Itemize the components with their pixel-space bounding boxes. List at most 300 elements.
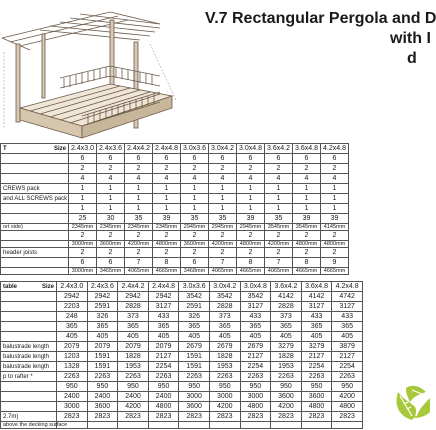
kit-cell: 1 bbox=[237, 194, 265, 204]
kit-cell: 2 bbox=[293, 231, 321, 241]
kit-cell: 8 bbox=[153, 258, 181, 268]
kit-cell: 2 bbox=[97, 248, 125, 258]
cut-size-header: 3.6x4.2 bbox=[271, 282, 302, 292]
kit-cell: 2 bbox=[181, 164, 209, 174]
cut-cell: 2263 bbox=[301, 372, 332, 382]
kit-cell: 2 bbox=[125, 164, 153, 174]
cut-cell: 950 bbox=[118, 382, 149, 392]
kit-cell: 30 bbox=[97, 214, 125, 224]
kit-cell: 6 bbox=[181, 154, 209, 164]
kit-row-label bbox=[1, 241, 69, 248]
cut-cell: 2203 bbox=[57, 302, 88, 312]
cut-size-header: 4.2x4.8 bbox=[332, 282, 363, 292]
kit-cell: 4665mm bbox=[237, 268, 265, 275]
kit-cell: 35 bbox=[125, 214, 153, 224]
cut-cell: 2823 bbox=[332, 412, 363, 422]
kit-cell: 3545mm bbox=[293, 224, 321, 231]
kit-cell: 2 bbox=[321, 231, 349, 241]
kit-cell: 4 bbox=[209, 174, 237, 184]
kit-size-header: 3.0x4.2 bbox=[209, 144, 237, 154]
cut-cell: 2079 bbox=[57, 342, 88, 352]
kit-cell: 1 bbox=[97, 194, 125, 204]
cut-row bbox=[1, 362, 363, 372]
cut-cell: 4142 bbox=[271, 292, 302, 302]
cut-row bbox=[1, 342, 363, 352]
title-line-3: d bbox=[407, 50, 417, 67]
pergola-decking-illustration bbox=[0, 0, 190, 152]
kit-cell: 1 bbox=[181, 194, 209, 204]
kit-cell: 2 bbox=[153, 164, 181, 174]
cut-cell: 2400 bbox=[57, 392, 88, 402]
kit-row-label: CREWS pack bbox=[1, 184, 69, 194]
kit-cell: 1 bbox=[125, 184, 153, 194]
cut-cell: 365 bbox=[148, 322, 179, 332]
kit-cell: 4145mm bbox=[321, 224, 349, 231]
kit-cell: 2 bbox=[237, 164, 265, 174]
kit-cell: 2 bbox=[69, 231, 97, 241]
cut-cell: 2823 bbox=[57, 412, 88, 422]
page-title bbox=[185, 4, 436, 67]
kit-cell: 1 bbox=[153, 184, 181, 194]
kit-cell: 2 bbox=[265, 231, 293, 241]
kit-row bbox=[1, 224, 349, 231]
kit-row bbox=[1, 241, 349, 248]
kit-cell: 2 bbox=[153, 248, 181, 258]
kit-cell: 1 bbox=[125, 194, 153, 204]
cut-size-header: 3.0x3.6 bbox=[179, 282, 210, 292]
cut-cell bbox=[209, 422, 240, 429]
cut-cell: 433 bbox=[332, 312, 363, 322]
kit-cell: 2 bbox=[153, 231, 181, 241]
kit-cell: 25 bbox=[69, 214, 97, 224]
cut-cell: 2828 bbox=[118, 302, 149, 312]
kit-row-label bbox=[1, 174, 69, 184]
cut-cell: 3600 bbox=[87, 402, 118, 412]
cut-cell: 2254 bbox=[148, 362, 179, 372]
cut-cell: 2679 bbox=[179, 342, 210, 352]
cut-cell: 405 bbox=[87, 332, 118, 342]
cut-cell: 2823 bbox=[148, 412, 179, 422]
cut-cell: 365 bbox=[57, 322, 88, 332]
cut-row-label: 2.7m) bbox=[1, 412, 57, 422]
cut-size-header: 3.0x4.2 bbox=[209, 282, 240, 292]
kit-cell: 1 bbox=[125, 204, 153, 214]
kit-row bbox=[1, 174, 349, 184]
kit-cell: 35 bbox=[265, 214, 293, 224]
cut-row bbox=[1, 302, 363, 312]
kit-cell: 1 bbox=[69, 204, 97, 214]
cut-cell: 2942 bbox=[148, 292, 179, 302]
cut-size-heading: Size bbox=[41, 283, 54, 290]
cut-row-label: balustrade length bbox=[1, 342, 57, 352]
cut-cell: 950 bbox=[87, 382, 118, 392]
cut-cell: 405 bbox=[209, 332, 240, 342]
kit-cell: 7 bbox=[265, 258, 293, 268]
kit-size-header: 4.2x4.8 bbox=[321, 144, 349, 154]
kit-cell: 4665mm bbox=[153, 268, 181, 275]
cut-cell: 2263 bbox=[57, 372, 88, 382]
cut-cell: 405 bbox=[179, 332, 210, 342]
cut-cell: 2823 bbox=[271, 412, 302, 422]
cut-size-label bbox=[1, 282, 57, 292]
cut-row bbox=[1, 392, 363, 402]
kit-cell: 2945mm bbox=[209, 224, 237, 231]
cut-cell: 2263 bbox=[179, 372, 210, 382]
kit-cell: 39 bbox=[293, 214, 321, 224]
cut-cell: 950 bbox=[57, 382, 88, 392]
cut-cell: 2591 bbox=[179, 302, 210, 312]
cut-cell: 4200 bbox=[209, 402, 240, 412]
cut-cell: 433 bbox=[301, 312, 332, 322]
kit-row-label bbox=[1, 204, 69, 214]
cut-cell: 248 bbox=[57, 312, 88, 322]
kit-row bbox=[1, 184, 349, 194]
kit-row-label: header joists bbox=[1, 248, 69, 258]
kit-cell: 1 bbox=[237, 184, 265, 194]
kit-cell: 3600mm bbox=[97, 241, 125, 248]
cut-row bbox=[1, 372, 363, 382]
cut-row-label bbox=[1, 302, 57, 312]
cut-cell: 3542 bbox=[240, 292, 271, 302]
cut-cell: 950 bbox=[148, 382, 179, 392]
cut-cell: 4800 bbox=[332, 402, 363, 412]
kit-cell: 3465mm bbox=[97, 268, 125, 275]
kit-cell: 2 bbox=[321, 164, 349, 174]
cut-cell: 373 bbox=[118, 312, 149, 322]
cut-cell: 2823 bbox=[179, 412, 210, 422]
cut-cell: 405 bbox=[118, 332, 149, 342]
cut-cell: 2942 bbox=[57, 292, 88, 302]
cut-row bbox=[1, 352, 363, 362]
kit-cell: 1 bbox=[321, 194, 349, 204]
cut-cell: 2679 bbox=[209, 342, 240, 352]
cut-row bbox=[1, 322, 363, 332]
cut-cell: 2263 bbox=[209, 372, 240, 382]
kit-cell: 3000mm bbox=[69, 241, 97, 248]
cut-cell bbox=[179, 422, 210, 429]
kit-row bbox=[1, 154, 349, 164]
cut-cell: 405 bbox=[332, 332, 363, 342]
kit-cell: 1 bbox=[321, 204, 349, 214]
cut-cell: 1828 bbox=[271, 352, 302, 362]
cut-cell: 3542 bbox=[179, 292, 210, 302]
cut-cell: 1591 bbox=[87, 362, 118, 372]
kit-row bbox=[1, 248, 349, 258]
cut-cell: 373 bbox=[209, 312, 240, 322]
kit-cell: 1 bbox=[209, 194, 237, 204]
cut-cell: 405 bbox=[271, 332, 302, 342]
kit-row bbox=[1, 214, 349, 224]
kit-cell: 4 bbox=[321, 174, 349, 184]
cut-cell: 2823 bbox=[209, 412, 240, 422]
cut-cell: 950 bbox=[301, 382, 332, 392]
kit-row bbox=[1, 268, 349, 275]
cut-cell: 2254 bbox=[301, 362, 332, 372]
kit-cell: 1 bbox=[293, 184, 321, 194]
kit-size-header: 3.0x4.8 bbox=[237, 144, 265, 154]
cut-row-label: p to rafter * bbox=[1, 372, 57, 382]
cut-cell: 2400 bbox=[87, 392, 118, 402]
kit-cell: 2 bbox=[69, 164, 97, 174]
kit-size-header: 2.4x4.8 bbox=[153, 144, 181, 154]
kit-cell: 3468mm bbox=[181, 268, 209, 275]
cut-cell: 365 bbox=[240, 322, 271, 332]
cut-cell: 3600 bbox=[179, 402, 210, 412]
kit-cell: 4065mm bbox=[209, 268, 237, 275]
kit-cell: 1 bbox=[265, 194, 293, 204]
kit-cell: 1 bbox=[97, 204, 125, 214]
kit-cell: 4065mm bbox=[125, 268, 153, 275]
cut-cell: 4800 bbox=[148, 402, 179, 412]
cut-row-label: above the decking surface bbox=[1, 422, 57, 429]
kit-cell: 6 bbox=[153, 154, 181, 164]
kit-row bbox=[1, 194, 349, 204]
cut-cell: 2127 bbox=[148, 352, 179, 362]
kit-cell: 4 bbox=[69, 174, 97, 184]
kit-cell: 1 bbox=[321, 184, 349, 194]
cut-cell: 3000 bbox=[209, 392, 240, 402]
cut-cell: 4742 bbox=[332, 292, 363, 302]
kit-cell: 6 bbox=[97, 154, 125, 164]
cut-cell: 2823 bbox=[240, 412, 271, 422]
kit-cell: 4 bbox=[97, 174, 125, 184]
cut-cell: 365 bbox=[118, 322, 149, 332]
cut-cell: 2400 bbox=[148, 392, 179, 402]
cut-cell: 365 bbox=[301, 322, 332, 332]
kit-row bbox=[1, 164, 349, 174]
kit-heading: T bbox=[3, 145, 7, 152]
cut-row-label bbox=[1, 292, 57, 302]
cut-row-label bbox=[1, 312, 57, 322]
kit-size-header: 3.6x4.8 bbox=[293, 144, 321, 154]
cut-cell: 1591 bbox=[179, 352, 210, 362]
kit-cell: 6 bbox=[125, 154, 153, 164]
cut-cell: 3127 bbox=[148, 302, 179, 312]
kit-cell: 2945mm bbox=[237, 224, 265, 231]
kit-cell: 2345mm bbox=[125, 224, 153, 231]
kit-cell: 4800mm bbox=[153, 241, 181, 248]
cut-cell: 405 bbox=[148, 332, 179, 342]
cut-row-label bbox=[1, 402, 57, 412]
kit-cell: 4065mm bbox=[265, 268, 293, 275]
cut-cell: 2263 bbox=[87, 372, 118, 382]
cut-cell: 405 bbox=[240, 332, 271, 342]
cut-cell: 2079 bbox=[148, 342, 179, 352]
cut-row bbox=[1, 332, 363, 342]
cut-row bbox=[1, 312, 363, 322]
kit-cell: 4 bbox=[181, 174, 209, 184]
cut-cell: 326 bbox=[179, 312, 210, 322]
kit-cell: 2 bbox=[125, 248, 153, 258]
cut-cell: 373 bbox=[271, 312, 302, 322]
cut-cell: 3127 bbox=[301, 302, 332, 312]
cut-cell: 3879 bbox=[332, 342, 363, 352]
cut-cell: 2127 bbox=[240, 352, 271, 362]
kit-cell: 4 bbox=[265, 174, 293, 184]
cut-cell: 2263 bbox=[271, 372, 302, 382]
cut-cell: 4142 bbox=[301, 292, 332, 302]
cut-cell: 950 bbox=[240, 382, 271, 392]
kit-size-header: 2.4x3.0 bbox=[69, 144, 97, 154]
cut-cell: 2400 bbox=[118, 392, 149, 402]
cut-cell: 405 bbox=[57, 332, 88, 342]
kit-cell: 39 bbox=[153, 214, 181, 224]
kit-row-label bbox=[1, 154, 69, 164]
cut-cell: 1953 bbox=[209, 362, 240, 372]
kit-cell: 2345mm bbox=[153, 224, 181, 231]
kit-cell: 4 bbox=[293, 174, 321, 184]
cut-cell: 3000 bbox=[179, 392, 210, 402]
kit-cell: 2945mm bbox=[181, 224, 209, 231]
kit-cell: 1 bbox=[69, 184, 97, 194]
kit-cell: 1 bbox=[181, 184, 209, 194]
kit-cell: 2 bbox=[265, 248, 293, 258]
cut-cell: 950 bbox=[209, 382, 240, 392]
cut-cell: 3600 bbox=[271, 392, 302, 402]
cut-cell: 4200 bbox=[332, 392, 363, 402]
kit-cell: 2 bbox=[209, 164, 237, 174]
kit-cell: 2 bbox=[97, 231, 125, 241]
cut-cell: 1203 bbox=[57, 352, 88, 362]
cut-cell: 365 bbox=[87, 322, 118, 332]
cut-sizes-table bbox=[0, 281, 363, 429]
kit-cell: 9 bbox=[321, 258, 349, 268]
kit-cell: 4800mm bbox=[293, 241, 321, 248]
kit-cell: 2 bbox=[181, 248, 209, 258]
kit-cell: 3600mm bbox=[181, 241, 209, 248]
kit-cell: 1 bbox=[265, 204, 293, 214]
cut-cell: 365 bbox=[209, 322, 240, 332]
cut-row bbox=[1, 412, 363, 422]
cut-size-header: 3.6x4.8 bbox=[301, 282, 332, 292]
cut-cell: 950 bbox=[332, 382, 363, 392]
kit-size-heading: Size bbox=[53, 145, 66, 152]
cut-cell: 1328 bbox=[57, 362, 88, 372]
cut-header-row bbox=[1, 282, 363, 292]
kit-cell: 8 bbox=[237, 258, 265, 268]
cut-cell: 2079 bbox=[87, 342, 118, 352]
kit-cell: 7 bbox=[209, 258, 237, 268]
title-line-2: with I bbox=[390, 30, 431, 47]
kit-cell: 3545mm bbox=[265, 224, 293, 231]
kit-cell: 6 bbox=[321, 154, 349, 164]
cut-cell: 1591 bbox=[87, 352, 118, 362]
kit-cell: 1 bbox=[97, 184, 125, 194]
cut-row bbox=[1, 402, 363, 412]
cut-row-label: balustrade length bbox=[1, 352, 57, 362]
cut-cell: 405 bbox=[301, 332, 332, 342]
kit-cell: 1 bbox=[153, 204, 181, 214]
cut-cell: 3279 bbox=[271, 342, 302, 352]
kit-cell: 2 bbox=[265, 164, 293, 174]
kit-cell: 4 bbox=[153, 174, 181, 184]
cut-cell: 365 bbox=[332, 322, 363, 332]
kit-cell: 3000mm bbox=[69, 268, 97, 275]
kit-row-label bbox=[1, 214, 69, 224]
kit-cell: 1 bbox=[69, 194, 97, 204]
cut-cell: 2823 bbox=[118, 412, 149, 422]
kit-cell: 2 bbox=[181, 231, 209, 241]
kit-cell: 35 bbox=[209, 214, 237, 224]
kit-cell: 1 bbox=[293, 194, 321, 204]
cut-cell: 2823 bbox=[87, 412, 118, 422]
cut-cell: 1828 bbox=[118, 352, 149, 362]
kit-cell: 6 bbox=[209, 154, 237, 164]
kit-row-label: ort side) bbox=[1, 224, 69, 231]
kit-size-header: 2.4x3.6 bbox=[97, 144, 125, 154]
cut-cell: 4200 bbox=[271, 402, 302, 412]
cut-cell: 3279 bbox=[301, 342, 332, 352]
kit-cell: 6 bbox=[181, 258, 209, 268]
cut-cell: 2263 bbox=[148, 372, 179, 382]
kit-cell: 4665mm bbox=[293, 268, 321, 275]
cut-cell: 3127 bbox=[240, 302, 271, 312]
kit-row bbox=[1, 204, 349, 214]
kit-cell: 1 bbox=[181, 204, 209, 214]
cut-size-header: 2.4x3.0 bbox=[57, 282, 88, 292]
cut-cell: 365 bbox=[271, 322, 302, 332]
cut-cell: 2127 bbox=[332, 352, 363, 362]
kit-cell: 7 bbox=[125, 258, 153, 268]
kit-cell: 1 bbox=[237, 204, 265, 214]
cut-row-label bbox=[1, 322, 57, 332]
kit-cell: 2 bbox=[237, 231, 265, 241]
kit-cell: 2 bbox=[209, 248, 237, 258]
cut-cell bbox=[87, 422, 118, 429]
cut-row-label bbox=[1, 332, 57, 342]
cut-row-label: balustrade length bbox=[1, 362, 57, 372]
cut-row bbox=[1, 382, 363, 392]
cut-cell: 950 bbox=[271, 382, 302, 392]
cut-cell: 2127 bbox=[301, 352, 332, 362]
kit-row-label: and ALL SCREWS pack bbox=[1, 194, 69, 204]
kit-row bbox=[1, 231, 349, 241]
cut-cell: 326 bbox=[87, 312, 118, 322]
cut-cell: 365 bbox=[179, 322, 210, 332]
kit-cell: 1 bbox=[265, 184, 293, 194]
cut-cell: 2828 bbox=[209, 302, 240, 312]
cut-cell: 433 bbox=[148, 312, 179, 322]
cut-cell bbox=[332, 422, 363, 429]
cut-cell: 2942 bbox=[118, 292, 149, 302]
kit-row-label bbox=[1, 164, 69, 174]
kit-size-header: 2.4x4.2 bbox=[125, 144, 153, 154]
cut-row-label bbox=[1, 392, 57, 402]
kit-cell: 8 bbox=[293, 258, 321, 268]
kit-cell: 4200mm bbox=[265, 241, 293, 248]
kit-cell: 4 bbox=[125, 174, 153, 184]
cut-cell: 1953 bbox=[118, 362, 149, 372]
cut-size-header: 2.4x4.8 bbox=[148, 282, 179, 292]
cut-cell: 4800 bbox=[240, 402, 271, 412]
kit-cell: 4800mm bbox=[321, 241, 349, 248]
kit-size-header: 3.6x4.2 bbox=[265, 144, 293, 154]
kit-size-header: 3.0x3.6 bbox=[181, 144, 209, 154]
kit-cell: 1 bbox=[293, 204, 321, 214]
kit-cell: 2 bbox=[293, 164, 321, 174]
kit-cell: 2345mm bbox=[97, 224, 125, 231]
cut-row-label bbox=[1, 382, 57, 392]
cut-cell: 2828 bbox=[271, 302, 302, 312]
cut-cell bbox=[301, 422, 332, 429]
cut-cell: 3542 bbox=[209, 292, 240, 302]
kit-cell: 4665mm bbox=[321, 268, 349, 275]
cut-cell: 950 bbox=[179, 382, 210, 392]
kit-row-label bbox=[1, 268, 69, 275]
cut-cell: 2942 bbox=[87, 292, 118, 302]
kit-cell: 4 bbox=[237, 174, 265, 184]
kit-cell: 2 bbox=[293, 248, 321, 258]
